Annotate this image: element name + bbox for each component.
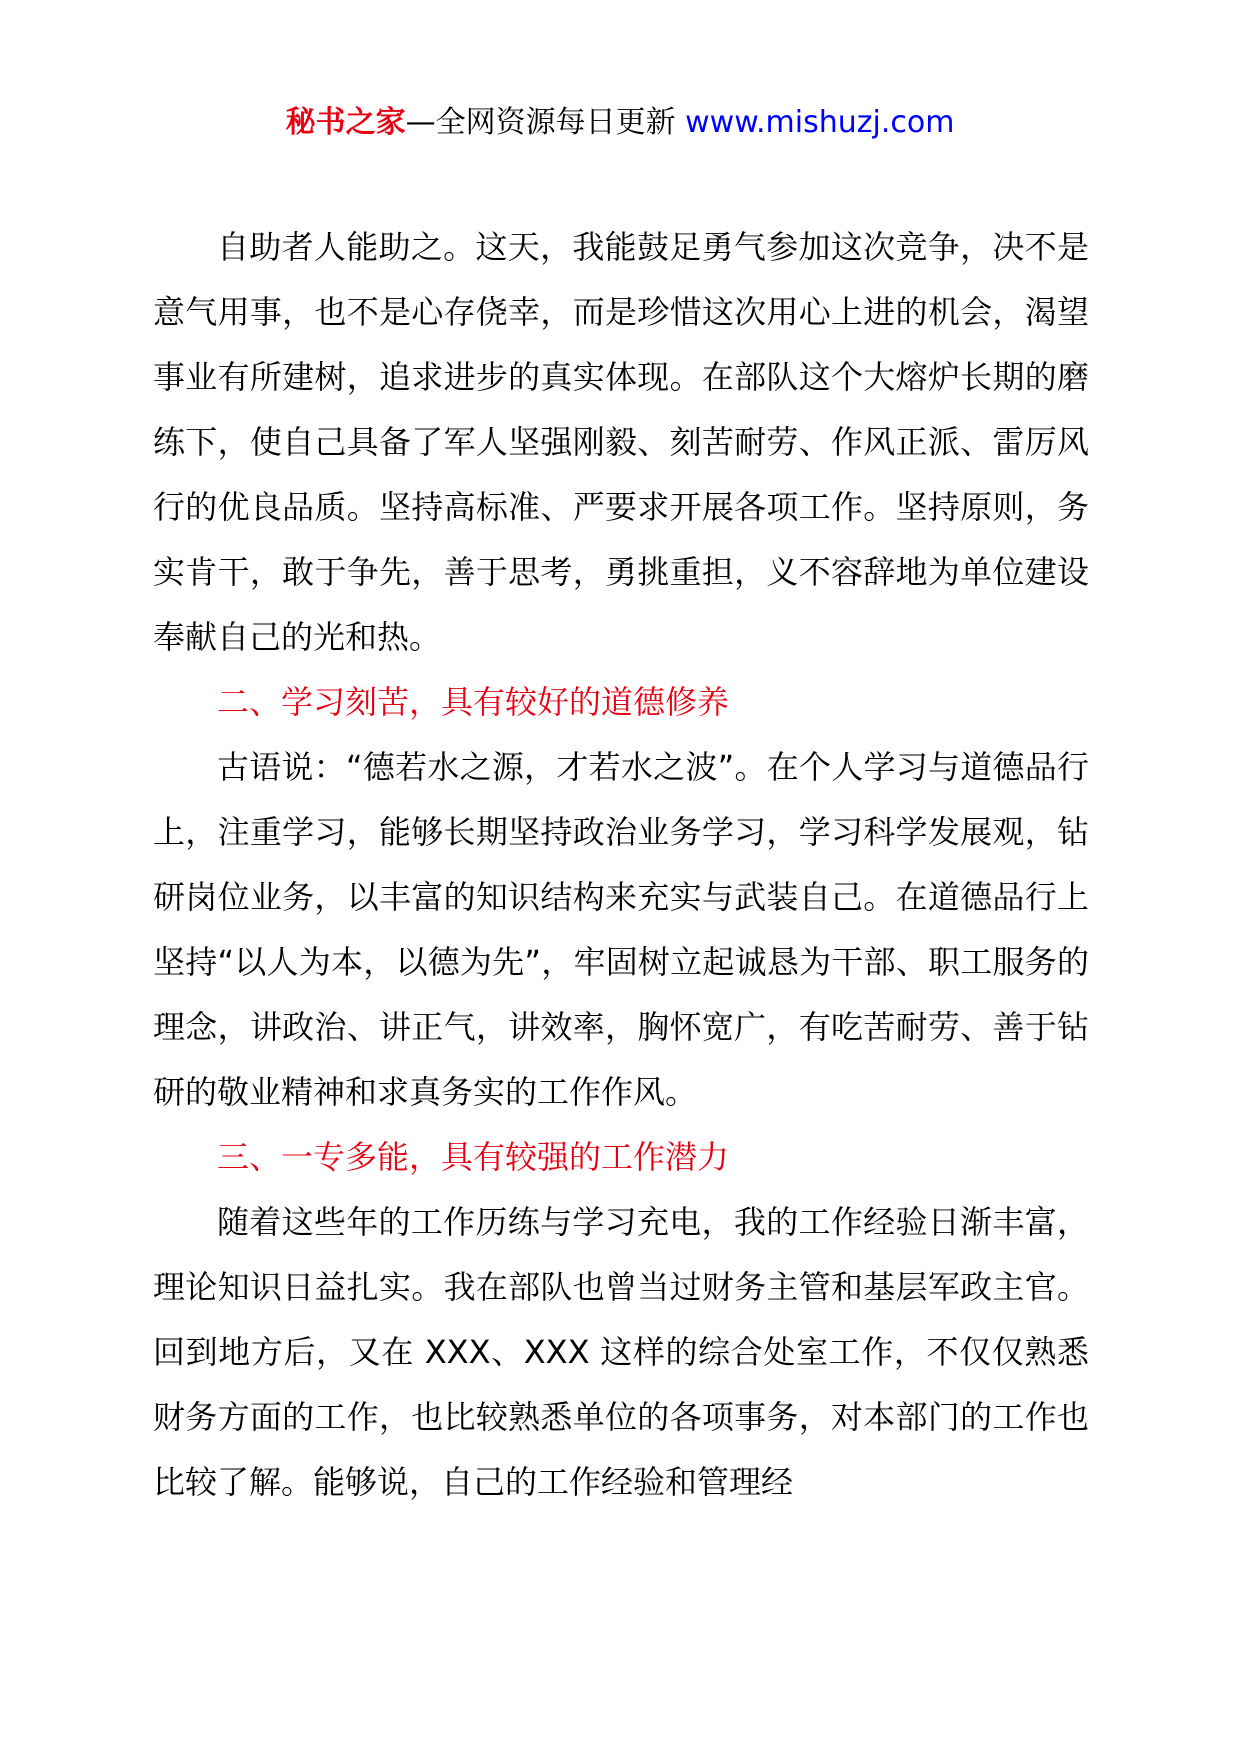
paragraph-2: 古语说：“德若水之源，才若水之波”。在个人学习与道德品行上，注重学习，能够长期坚持政治业务学习，学习科学发展观，钻研岗位业务，以丰富的知识结构来充实与武装自己。在道德品行上坚持“以人为本，以德为先”，牢固树立起诚恳为干部、职工服务的理念，讲政治、讲正气，讲效率，胸怀宽广，有吃苦耐劳、善于钻研的敬业精神和求真务实的工作作风。 [153,748,1089,1111]
page-header [0,98,1240,148]
paragraph-3: 随着这些年的工作历练与学习充电，我的工作经验日渐丰富，理论知识日益扎实。我在部队也曾当过财务主管和基层军政主官。回到地方后，又在 XXX、XXX 这样的综合处室工作，不仅仅熟悉财务方面的工作，也比较熟悉单位的各项事务，对本部门的工作也比较了解。能够说，自己的工作经验和管理经 [153,1203,1089,1501]
site-url-link[interactable]: www.mishuzj.com [685,105,955,140]
section-heading-2: 二、学习刻苦，具有较好的道德修养 [217,683,730,721]
brand-name: 秘书之家 [285,105,406,140]
document-body [153,215,1089,1515]
paragraph-1: 自助者人能助之。这天，我能鼓足勇气参加这次竞争，决不是意气用事，也不是心存侥幸，而是珍惜这次用心上进的机会，渴望事业有所建树，追求进步的真实体现。在部队这个大熔炉长期的磨练下，使自己具备了军人坚强刚毅、刻苦耐劳、作风正派、雷厉风行的优良品质。坚持高标准、严要求开展各项工作。坚持原则，务实肯干，敢于争先，善于思考，勇挑重担，义不容辞地为单位建设奉献自己的光和热。 [153,228,1089,656]
section-heading-3: 三、一专多能，具有较强的工作潜力 [217,1138,730,1176]
header-slogan: —全网资源每日更新 [405,105,676,140]
